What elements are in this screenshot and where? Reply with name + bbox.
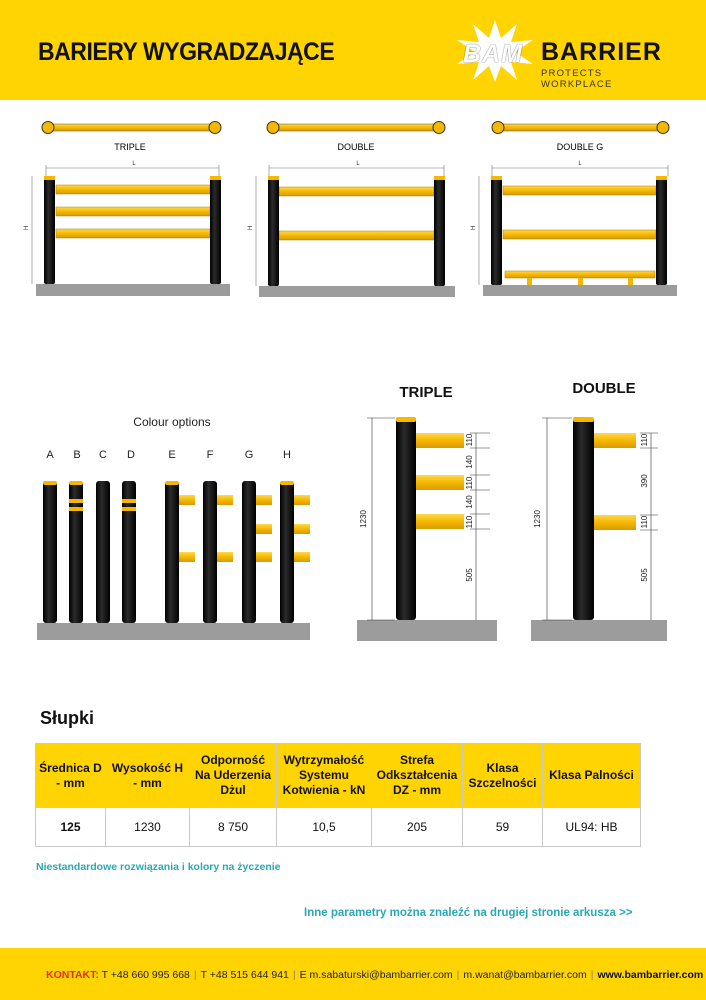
table-cell: UL94: HB bbox=[543, 808, 641, 847]
table-cell: 1230 bbox=[106, 808, 190, 847]
dim-rail-3: 110 bbox=[465, 515, 474, 529]
more-parameters-link[interactable]: Inne parametry można znaleźć na drugiej stronie arkusza >> bbox=[304, 907, 633, 919]
height-label: H bbox=[471, 225, 477, 230]
colour-letter-d: D bbox=[127, 449, 135, 461]
colour-letter-a: A bbox=[46, 449, 54, 461]
dim-bottom: 505 bbox=[465, 568, 474, 582]
phone-2[interactable]: T +48 515 644 941 bbox=[200, 969, 289, 981]
contact-line bbox=[46, 969, 703, 981]
table-header-cell: Wysokość H - mm bbox=[106, 744, 190, 808]
table-row bbox=[36, 808, 641, 847]
dim-rail-1: 110 bbox=[640, 433, 649, 447]
topview-double-g bbox=[492, 122, 669, 134]
contact-label: KONTAKT: bbox=[46, 969, 99, 981]
posts-section-title: Słupki bbox=[40, 708, 95, 728]
dim-rail-2: 110 bbox=[640, 515, 649, 529]
separator: | bbox=[590, 969, 594, 981]
table-header-cell: Klasa Palności bbox=[543, 744, 641, 808]
table-header-cell: Strefa Odkształcenia DZ - mm bbox=[372, 744, 463, 808]
colour-options-diagram bbox=[37, 481, 310, 640]
brand-logo bbox=[455, 18, 675, 90]
separator: | bbox=[456, 969, 460, 981]
table-header-cell: Klasa Szczelności bbox=[463, 744, 543, 808]
logo-tagline: PROTECTS WORKPLACE bbox=[541, 68, 613, 90]
dim-gap-1: 140 bbox=[465, 455, 474, 469]
dim-bottom: 505 bbox=[640, 568, 649, 582]
table-header-cell: Średnica D - mm bbox=[36, 744, 106, 808]
website-link[interactable]: www.bambarrier.com bbox=[597, 969, 704, 981]
table-cell: 8 750 bbox=[190, 808, 277, 847]
colour-letter-f: F bbox=[206, 449, 214, 461]
frontview-double bbox=[248, 161, 455, 297]
colour-letter-h: H bbox=[283, 449, 291, 461]
phone-1[interactable]: T +48 660 995 668 bbox=[101, 969, 190, 981]
colour-options-title: Colour options bbox=[133, 415, 211, 429]
separator: | bbox=[193, 969, 197, 981]
height-label: H bbox=[24, 225, 30, 230]
colour-letter-e: E bbox=[168, 449, 176, 461]
double-dim-title: DOUBLE bbox=[572, 380, 636, 397]
variant-label-triple: TRIPLE bbox=[114, 142, 146, 152]
table-header-row bbox=[36, 744, 641, 808]
dimension-drawing-double bbox=[531, 417, 667, 641]
dim-rail-1: 110 bbox=[465, 433, 474, 447]
topview-triple bbox=[42, 122, 221, 134]
width-label: L bbox=[578, 161, 582, 167]
topview-double bbox=[267, 122, 445, 134]
dim-gap-2: 140 bbox=[465, 495, 474, 509]
height-label: H bbox=[248, 225, 254, 230]
dim-rail-2: 110 bbox=[465, 476, 474, 490]
page-title: BARIERY WYGRADZAJĄCE bbox=[38, 38, 335, 66]
dim-total: 1230 bbox=[359, 510, 368, 528]
table-cell: 10,5 bbox=[277, 808, 372, 847]
dim-total: 1230 bbox=[533, 510, 542, 528]
frontview-double-g bbox=[471, 161, 677, 296]
email-1[interactable]: E m.sabaturski@bambarrier.com bbox=[299, 969, 453, 981]
width-label: L bbox=[356, 161, 360, 167]
table-header-cell: Wytrzymałość Systemu Kotwienia - kN bbox=[277, 744, 372, 808]
triple-dim-title: TRIPLE bbox=[399, 384, 453, 401]
dimension-drawing-triple bbox=[357, 417, 497, 641]
email-2[interactable]: m.wanat@bambarrier.com bbox=[463, 969, 587, 981]
posts-spec-table bbox=[35, 743, 641, 847]
table-cell: 205 bbox=[372, 808, 463, 847]
logo-bam-text: BAM bbox=[463, 40, 523, 68]
diagram-area bbox=[0, 100, 706, 660]
variant-label-double-g: DOUBLE G bbox=[556, 142, 604, 152]
separator: | bbox=[292, 969, 296, 981]
variant-label-double: DOUBLE bbox=[337, 142, 375, 152]
width-label: L bbox=[132, 161, 136, 167]
colour-letter-g: G bbox=[244, 449, 254, 461]
frontview-triple bbox=[24, 161, 230, 296]
table-header-cell: Odporność Na Uderzenia Dżul bbox=[190, 744, 277, 808]
custom-solutions-note: Niestandardowe rozwiązania i kolory na życzenie bbox=[36, 861, 281, 873]
dim-gap: 390 bbox=[640, 474, 649, 488]
colour-letter-c: C bbox=[99, 449, 107, 461]
colour-letter-b: B bbox=[73, 449, 81, 461]
table-cell: 59 bbox=[463, 808, 543, 847]
table-cell: 125 bbox=[36, 808, 106, 847]
logo-barrier-text: BARRIER bbox=[541, 38, 662, 66]
